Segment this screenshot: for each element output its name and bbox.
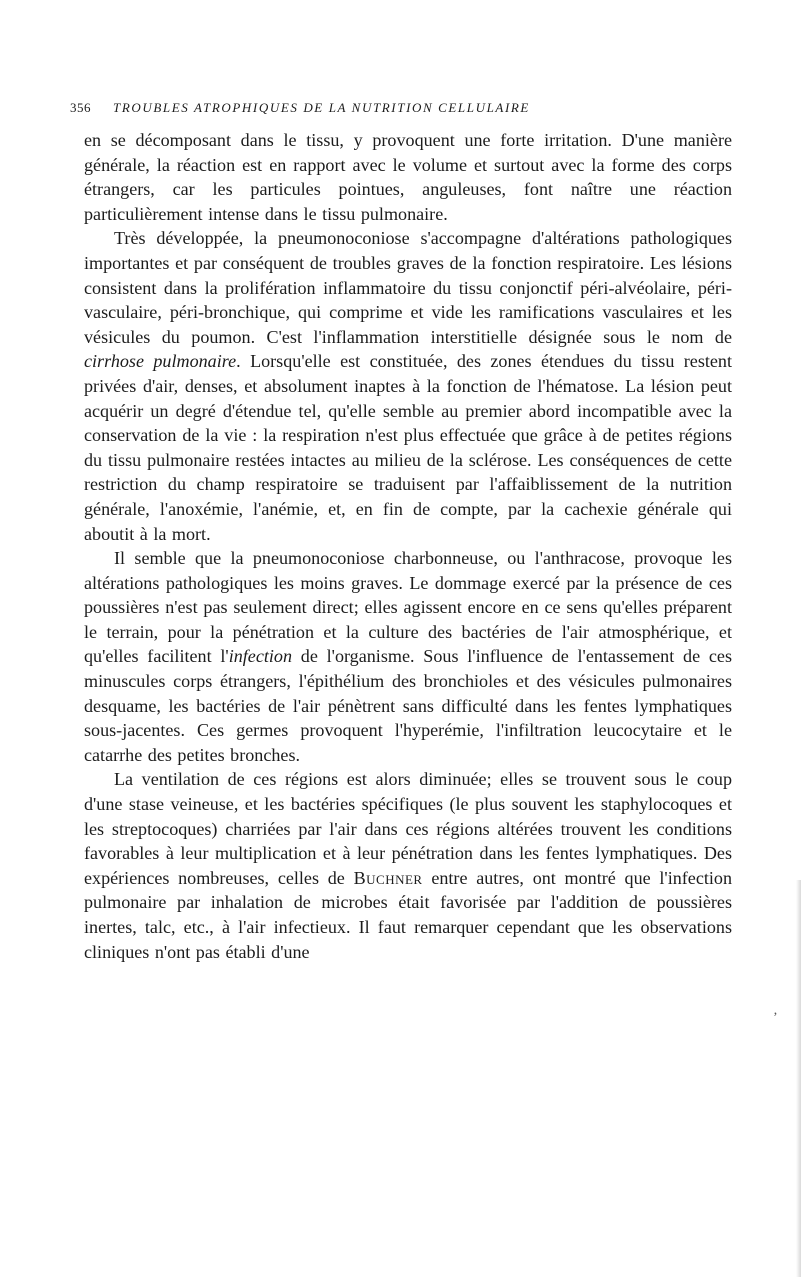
paragraph-3-text-a: Il semble que la pneumonoconiose charbonneuse, ou l'anthracose, provoque les altérations pathologiques les moins graves. Le dommage exercé par la présence de ces poussières n'est pas seulement direct; elles agissent encore en ce sens qu'elles préparent le terrain, pour la pénétration et la culture des bactéries de l'air atmosphérique, et qu'elles facilitent xyxy=(84,548,732,667)
page-number: 356 xyxy=(70,100,91,115)
paragraph-2-text-a: Très développée, la pneumonoconiose s'accompagne d'altérations pathologiques importantes et par conséquent de troubles graves de la fonction respiratoire. Les lésions consistent dans la prolifération inflammatoire du tissu conjonctif péri-alvéolaire, péri-vasculaire, péri-bronchique, qui comprime et vide les ramifications vasculaires et les vésicules du poumon. C'est l'inflammation interstitielle désignée sous le nom de xyxy=(84,228,732,347)
paragraph-4-text-b: entre autres, ont montré que l'infection pulmonaire par inhalation de microbes était favorisée par l'addition de poussières inertes, talc, etc., à l'air infectieux. Il faut remarquer cependant que les observations cliniques n'ont pas établi d'une xyxy=(84,867,732,962)
running-head xyxy=(70,100,730,116)
paragraph-3-article: l' xyxy=(220,646,229,667)
paragraph-4-text-a: La ventilation de ces régions est alors diminuée; elles se trouvent sous le coup d'une stase veineuse, et les bactéries spécifiques (le plus souvent les staphylocoques et les streptocoques) charriées par l'air dans ces régions altérées trouvent les conditions favorables à leur multiplication et à leur pénétration dans les fentes lymphatiques. Des expériences nombreuses, celles de xyxy=(84,769,732,888)
paragraph-1 xyxy=(84,128,732,226)
paragraph-3 xyxy=(84,546,732,767)
margin-mark: ‚ xyxy=(773,1003,778,1018)
page-edge-shadow xyxy=(796,880,801,1277)
paragraph-4 xyxy=(84,767,732,964)
body-text xyxy=(84,128,732,964)
term-cirrhose-pulmonaire: cirrhose pulmonaire xyxy=(84,351,237,372)
author-buchner: Buchner xyxy=(353,867,423,888)
paragraph-3-text-b: de l'organisme. Sous l'influence de l'entassement de ces minuscules corps étrangers, l'épithélium des bronchioles et des vésicules pulmonaires desquame, les bactéries de l'air pénètrent sans difficulté dans les fentes lymphatiques sous-jacentes. Ces germes provoquent l'hyperémie, l'infiltration leucocytaire et le catarrhe des petites bronches. xyxy=(84,646,733,765)
paragraph-2-text-b: . Lorsqu'elle est constituée, des zones étendues du tissu restent privées d'air, denses, et absolument inaptes à la fonction de l'hématose. La lésion peut acquérir un degré d'étendue tel, qu'elle semble au premier abord incompatible avec la conservation de la vie : la respiration n'est plus effectuée que grâce à de petites régions du tissu pulmonaire restées intactes au milieu de la sclérose. Les conséquences de cette restriction du champ respiratoire se traduisent par l'affaiblissement de la nutrition générale, l'anoxémie, l'anémie, et, en fin de compte, par la cachexie générale qui aboutit à la mort. xyxy=(84,351,732,544)
running-title: TROUBLES ATROPHIQUES DE LA NUTRITION CELLULAIRE xyxy=(113,100,530,115)
paragraph-2 xyxy=(84,226,732,546)
term-infection: infection xyxy=(228,646,292,667)
paragraph-1-text: en se décomposant dans le tissu, y provoquent une forte irritation. D'une manière générale, la réaction est en rapport avec le volume et surtout avec la forme des corps étrangers, car les particules pointues, anguleuses, font naître une réaction particulièrement intense dans le tissu pulmonaire. xyxy=(84,130,732,224)
